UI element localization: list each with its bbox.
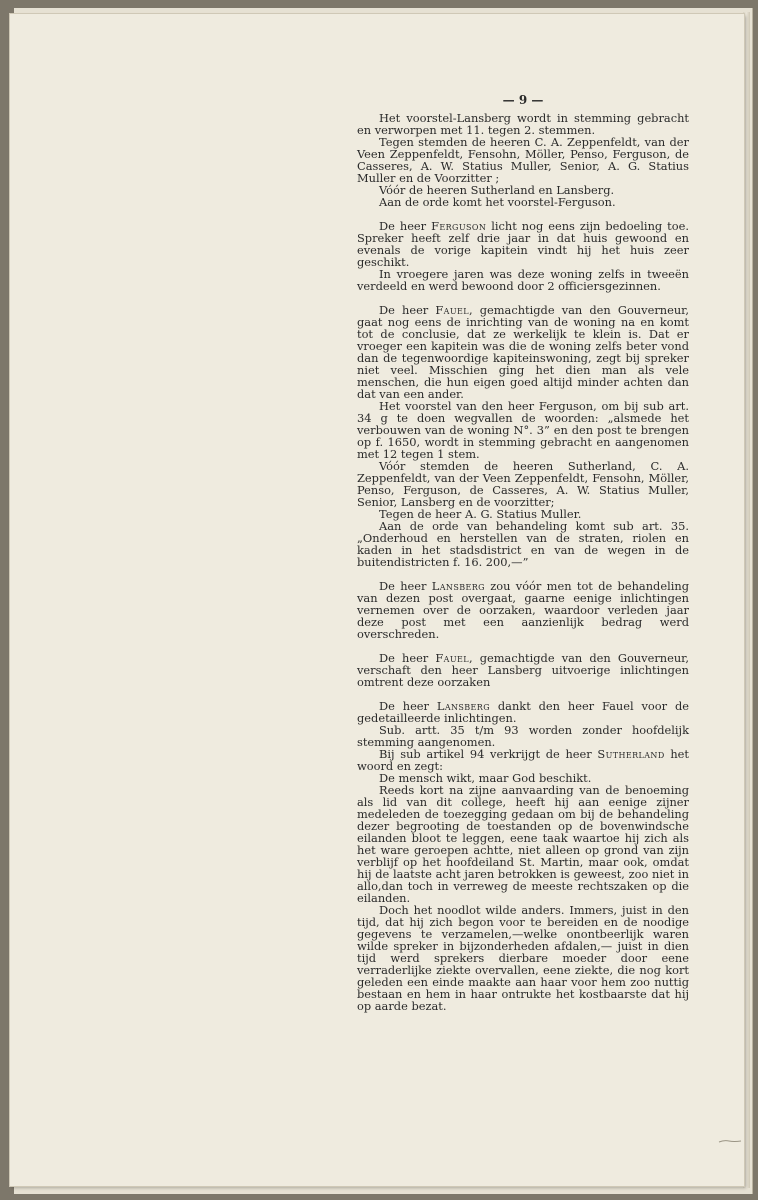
speaker-name: Ferguson — [431, 219, 487, 233]
paragraph: Bij sub artikel 94 verkrijgt de heer Sutherland het woord en zegt: — [357, 747, 689, 773]
paragraph: De heer Lansberg dankt den heer Fauel voor de gedetailleerde inlichtingen. — [357, 699, 689, 725]
speaker-name: Sutherland — [597, 747, 665, 761]
speaker-name: Lansberg — [431, 579, 485, 593]
paragraph: In vroegere jaren was deze woning zelfs in tweeën verdeeld en werd bewoond door 2 officiersgezinnen. — [357, 267, 689, 293]
paragraph: Doch het noodlot wilde anders. Immers, juist in den tijd, dat hij zich begon voor te bereiden en de noodige gegevens te verzamelen,—welke onontbeerlijk waren wilde spreker in bijzonderheden afdalen,— juist in dien tijd werd sprekers dierbare moeder door eene verraderlijke ziekte overvallen, eene ziekte, die nog kort geleden een einde maakte aan haar voor hem zoo nuttig bestaan en hem in haar ontrukte het kostbaarste dat hij op aarde bezat. — [357, 903, 689, 1013]
paragraph: Tegen de heer A. G. Statius Muller. — [379, 507, 582, 521]
paper-edge — [743, 12, 750, 1188]
paragraph: Aan de orde komt het voorstel-Ferguson. — [379, 195, 616, 209]
paragraph: Het voorstel van den heer Ferguson, om bij sub art. 34 g te doen wegvallen de woorden: „alsmede het verbouwen van de woning N°. 3” en den post te brengen op f. 1650, wordt in stemming gebracht en aangenomen met 12 tegen 1 stem. — [357, 399, 689, 461]
speaker-name: Fauel — [435, 651, 469, 665]
page-number: — 9 — — [502, 93, 544, 107]
paragraph: Tegen stemden de heeren C. A. Zeppenfeldt, van der Veen Zeppenfeldt, Fensohn, Möller, Penso, Ferguson, de Casseres, A. W. Statius Muller, Senior, A. G. Statius Muller en de Voorzitter ; — [357, 135, 689, 185]
paragraph: Vóór de heeren Sutherland en Lansberg. — [379, 183, 615, 197]
paragraph: Het voorstel-Lansberg wordt in stemming gebracht en verworpen met 11. tegen 2. stemmen. — [357, 111, 689, 137]
paragraph: Vóór stemden de heeren Sutherland, C. A. Zeppenfeldt, van der Veen Zeppenfeldt, Fensohn, Möller, Penso, Ferguson, de Casseres, A. W. Statius Muller, Senior, Lansberg en de voorzitter; — [357, 459, 689, 509]
paragraph: Aan de orde van behandeling komt sub art. 35. „Onderhoud en herstellen van de straten, riolen en kaden in het stadsdistrict en van de wegen in de buitendistricten f. 16. 200,—” — [357, 519, 689, 569]
corner-mark — [718, 1138, 742, 1144]
paragraph: Sub. artt. 35 t/m 93 worden zonder hoofdelijk stemming aangenomen. — [357, 723, 689, 749]
speaker-name: Lansberg — [436, 699, 491, 713]
paragraph: Reeds kort na zijne aanvaarding van de benoeming als lid van dit college, heeft hij aan eenige zijner medeleden de toezegging gedaan om bij de behandeling dezer begrooting de toestanden op de bovenwindsche eilanden bloot te leggen, eene taak waartoe hij zich als het ware geroepen achtte, niet alleen op grond van zijn verblijf op het hoofdeiland St. Martin, maar ook, omdat hij de laatste acht jaren betrokken is geweest, zoo niet in allo,dan toch in verreweg de meeste rechtszaken op die eilanden. — [357, 783, 689, 905]
text-column — [357, 94, 689, 1012]
paragraph: De mensch wikt, maar God beschikt. — [379, 771, 592, 785]
paragraph: De heer Fauel, gemachtigde van den Gouverneur, verschaft den heer Lansberg uitvoerige inlichtingen omtrent deze oorzaken — [357, 651, 689, 689]
paragraph: De heer Fauel, gemachtigde van den Gouverneur, gaat nog eens de inrichting van de woning na en komt tot de conclusie, dat ze werkelijk te klein is. Dat er vroeger een kapitein was die de woning zelfs beter vond dan de tegenwoordige kapiteinswoning, zegt bij spreker niet veel. Misschien ging het dien man als vele menschen, die hun eigen goed altijd minder achten dan dat van een ander. — [357, 303, 689, 401]
speaker-name: Fauel — [435, 303, 469, 317]
paragraph: De heer Lansberg zou vóór men tot de behandeling van dezen post overgaat, gaarne eenige inlichtingen vernemen over de oorzaken, waardoor verleden jaar deze post met een aanzienlijk bedrag werd overschreden. — [357, 579, 689, 641]
paragraph: De heer Ferguson licht nog eens zijn bedoeling toe. Spreker heeft zelf drie jaar in dat huis gewoond en evenals de vorige kapitein vindt hij het huis zeer geschikt. — [357, 219, 689, 269]
